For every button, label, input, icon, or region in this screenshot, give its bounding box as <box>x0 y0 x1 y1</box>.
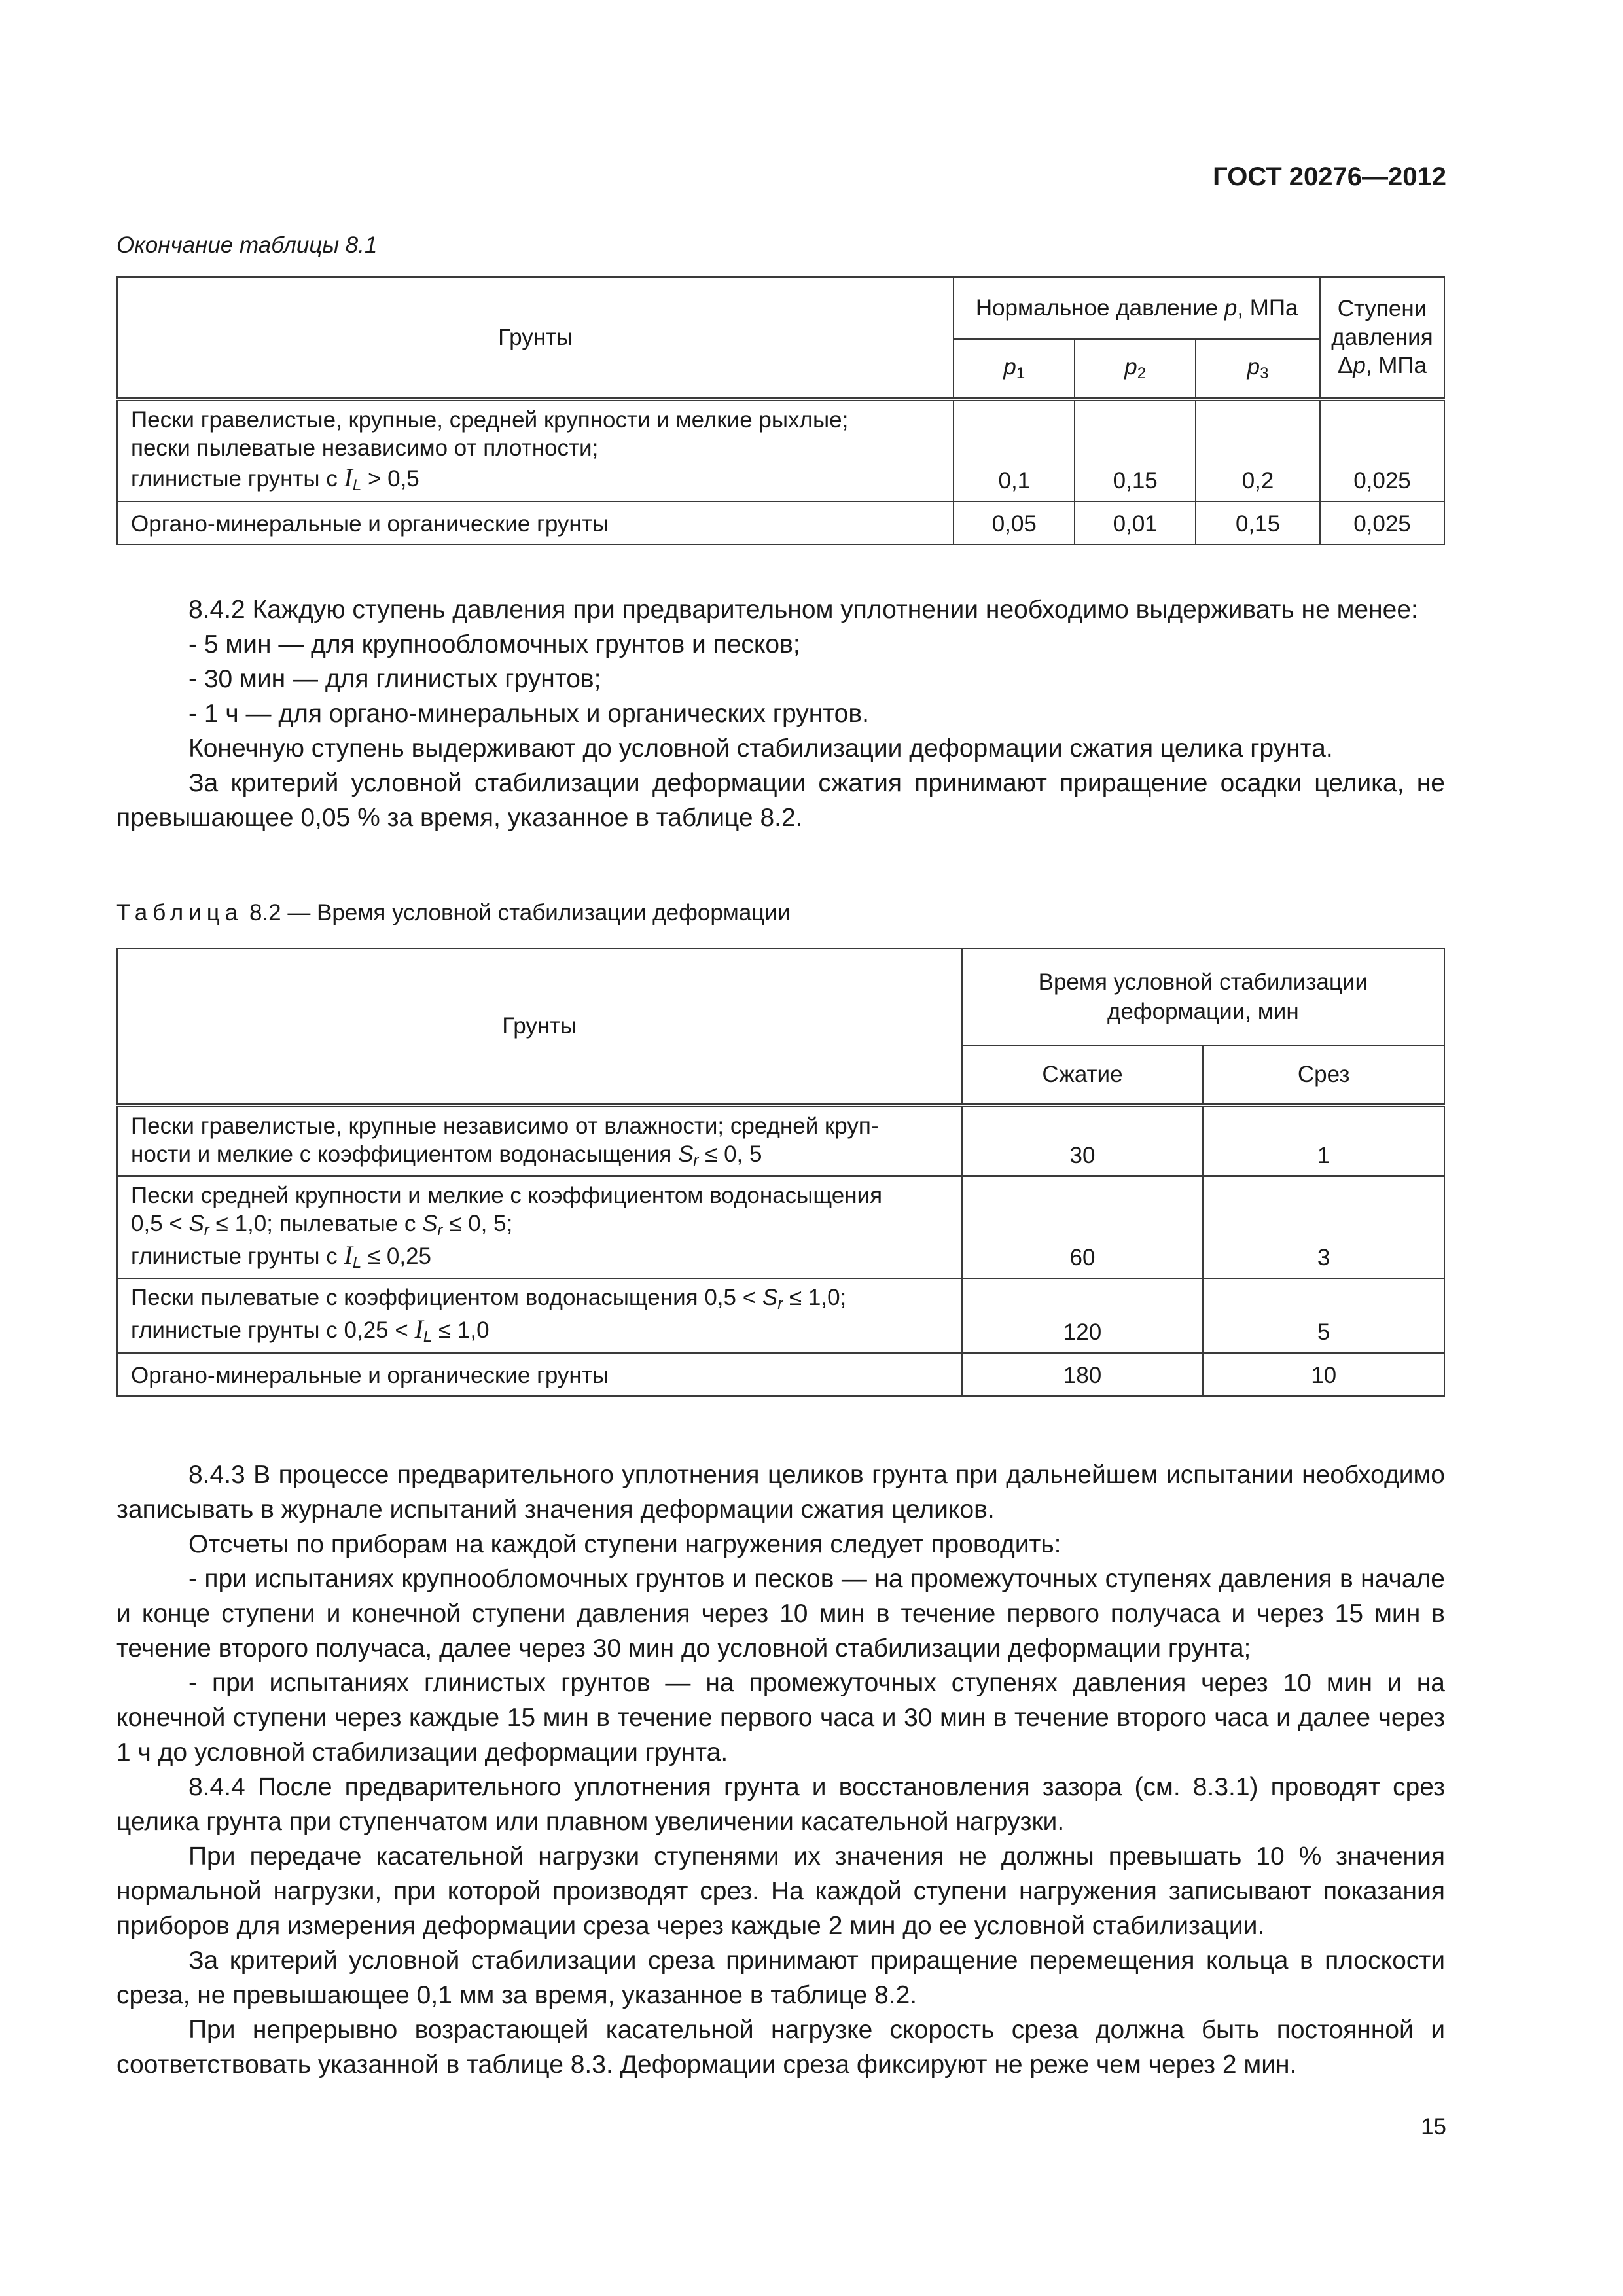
table1-row1-p3: 0,2 <box>1196 399 1320 501</box>
table2-row4-compression: 180 <box>962 1353 1204 1396</box>
table-8-2 <box>116 948 1445 1397</box>
paragraph: При непрерывно возрастающей касательной нагрузке скорость среза должна быть постоянной и соответствовать указанной в таблице 8.3. Деформации среза фиксируют не реже чем через 2 мин. <box>116 2016 1445 2079</box>
table2-header-shear: Срез <box>1203 1045 1444 1105</box>
table2-row1-soil: Пески гравелистые, крупные независимо от влажности; средней круп- ности и мелкие с коэффициентом водонасыщения $S_r \le 0$, 5 <box>117 1105 962 1176</box>
table1-header-p3: $p_3$ <box>1196 339 1320 399</box>
table2-row2-shear: 3 <box>1203 1176 1444 1278</box>
table-row <box>117 501 1444 545</box>
table1-row1-dp: 0,025 <box>1320 399 1444 501</box>
table1-header-soil: Грунты <box>117 277 954 399</box>
table2-row1-compression: 30 <box>962 1105 1204 1176</box>
table2-caption: Таблица 8.2 — Время условной стабилизации деформации <box>116 900 791 925</box>
table2-header-compression: Сжатие <box>962 1045 1204 1105</box>
table2-row3-soil: Пески пылеватые с коэффициентом водонасыщения $0,5 < S_r \le 1,0$; глинистые грунты с $0,25 < I_L \le 1,0$ <box>117 1278 962 1353</box>
table1-header-p2: $p_2$ <box>1075 339 1196 399</box>
table2-row1-shear: 1 <box>1203 1105 1444 1176</box>
paragraph: Отсчеты по приборам на каждой ступени нагружения следует проводить: <box>188 1530 1061 1558</box>
paragraph: Конечную ступень выдерживают до условной стабилизации деформации сжатия целика грунта. <box>188 734 1333 762</box>
list-item: - 30 мин — для глинистых грунтов; <box>188 665 601 693</box>
table2-row4-shear: 10 <box>1203 1353 1444 1396</box>
table-row <box>117 1176 1444 1278</box>
table1-row1-soil: Пески гравелистые, крупные, средней крупности и мелкие рыхлые; пески пылеватые независимо от плотности; глинистые грунты с $I_L > 0,5$ <box>117 399 954 501</box>
section-8-4-3-and-8-4-4 <box>116 1458 1445 2082</box>
paragraph: - при испытаниях глинистых грунтов — на промежуточных ступенях давления через 10 мин и на конечной ступени через каждые 15 мин в течение первого часа и 30 мин в течение второго часа и далее через 1 ч до условной стабилизации деформации грунта. <box>116 1669 1445 1767</box>
table2-row2-compression: 60 <box>962 1176 1204 1278</box>
table1-row2-soil: Органо-минеральные и органические грунты <box>117 501 954 545</box>
table-row <box>117 1278 1444 1353</box>
paragraph: При передаче касательной нагрузки ступенями их значения не должны превышать 10 % значения нормальной нагрузки, при которой производят срез. На каждой ступени нагружения записывают показания приборов для измерения деформации среза через каждые 2 мин до ее условной стабилизации. <box>116 1842 1445 1940</box>
table2-header-time: Время условной стабилизации деформации, мин <box>962 948 1444 1045</box>
table-row <box>117 399 1444 501</box>
table-row <box>117 1105 1444 1176</box>
table2-row3-shear: 5 <box>1203 1278 1444 1353</box>
document-code: ГОСТ 20276—2012 <box>1213 162 1446 191</box>
table2-row3-compression: 120 <box>962 1278 1204 1353</box>
paragraph: 8.4.3 В процессе предварительного уплотнения целиков грунта при дальнейшем испытании необходимо записывать в журнале испытаний значения деформации сжатия целиков. <box>116 1461 1445 1524</box>
table2-header-soil: Грунты <box>117 948 962 1105</box>
table-row <box>117 1353 1444 1396</box>
table1-caption: Окончание таблицы 8.1 <box>116 232 378 258</box>
list-item: - 1 ч — для органо-минеральных и органических грунтов. <box>188 700 869 728</box>
paragraph: 8.4.2 Каждую ступень давления при предварительном уплотнении необходимо выдерживать не менее: <box>188 596 1418 624</box>
paragraph: 8.4.4 После предварительного уплотнения грунта и восстановления зазора (см. 8.3.1) проводят срез целика грунта при ступенчатом или плавном увеличении касательной нагрузки. <box>116 1773 1445 1836</box>
table1-row1-p1: 0,1 <box>954 399 1075 501</box>
table1-header-normal-pressure: Нормальное давление p, МПа <box>954 277 1320 339</box>
table-8-1 <box>116 276 1445 545</box>
table2-row4-soil: Органо-минеральные и органические грунты <box>117 1353 962 1396</box>
table1-header-pressure-steps: Ступени давления Δp, МПа <box>1320 277 1444 399</box>
list-item: - 5 мин — для крупнообломочных грунтов и песков; <box>188 630 800 658</box>
table1-row2-p3: 0,15 <box>1196 501 1320 545</box>
paragraph: За критерий условной стабилизации среза принимают приращение перемещения кольца в плоскости среза, не превышающее 0,1 мм за время, указанное в таблице 8.2. <box>116 1946 1445 2009</box>
table1-row1-p2: 0,15 <box>1075 399 1196 501</box>
paragraph: За критерий условной стабилизации деформации сжатия принимают приращение осадки целика, не превышающее 0,05 % за время, указанное в таблице 8.2. <box>116 769 1445 832</box>
table1-header-p1: $p_1$ <box>954 339 1075 399</box>
section-8-4-2 <box>116 592 1445 835</box>
table2-row2-soil: Пески средней крупности и мелкие с коэффициентом водонасыщения $0,5 < S_r \le 1,0$; пылеватые с $S_r \le 0$, 5; глинистые грунты с $I_L \le 0,25$ <box>117 1176 962 1278</box>
paragraph: - при испытаниях крупнообломочных грунтов и песков — на промежуточных ступенях давления в начале и конце ступени и конечной ступени давления через 10 мин в течение первого получаса и через 15 мин в течение второго получаса, далее через 30 мин до условной стабилизации деформации грунта; <box>116 1565 1445 1662</box>
table1-row2-dp: 0,025 <box>1320 501 1444 545</box>
table1-row2-p2: 0,01 <box>1075 501 1196 545</box>
table1-row2-p1: 0,05 <box>954 501 1075 545</box>
page-number: 15 <box>1421 2114 1446 2140</box>
